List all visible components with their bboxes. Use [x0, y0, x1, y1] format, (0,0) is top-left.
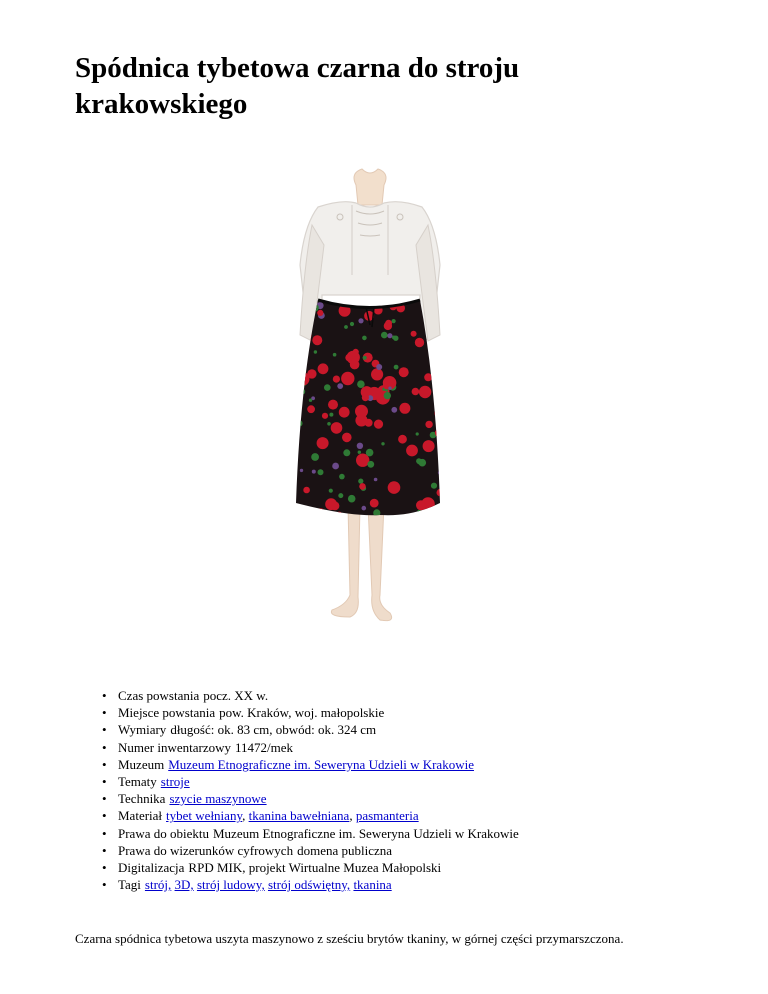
bullet-icon: • — [102, 791, 107, 807]
property-link[interactable]: szycie maszynowe — [169, 791, 267, 807]
property-label: Digitalizacja — [118, 860, 185, 876]
bullet-icon: • — [102, 877, 107, 893]
property-item: • Materiał tybet wełniany, tkanina bawełniana, pasmanteria — [102, 808, 419, 824]
property-label: Materiał — [118, 808, 163, 824]
property-item — [75, 825, 519, 842]
bullet-icon: • — [102, 825, 107, 841]
properties-list — [75, 687, 519, 893]
property-link[interactable]: strój ludowy, — [196, 877, 265, 893]
property-link[interactable]: stroje — [160, 774, 190, 790]
property-label: Miejsce powstania — [118, 705, 216, 721]
bullet-icon: • — [102, 774, 107, 790]
property-label: Tematy — [118, 774, 157, 790]
property-value: pow. Kraków, woj. małopolskie — [219, 705, 385, 721]
property-item — [75, 842, 519, 859]
property-item — [75, 756, 519, 773]
costume-photo — [200, 165, 560, 665]
property-item — [75, 704, 519, 721]
property-item — [75, 876, 519, 893]
property-item — [75, 773, 519, 790]
property-label: Prawa do obiektu — [118, 825, 209, 841]
bullet-icon: • — [102, 722, 107, 738]
property-link[interactable]: pasmanteria — [355, 808, 419, 824]
mannequin-neck — [354, 169, 386, 205]
property-label: Numer inwentarzowy — [118, 739, 231, 755]
property-label: Muzeum — [118, 756, 165, 772]
bullet-icon: • — [102, 688, 107, 703]
property-value: pocz. XX w. — [203, 688, 269, 703]
bullet-icon: • — [102, 808, 107, 824]
property-link[interactable]: 3D, — [174, 877, 194, 893]
property-value: domena publiczna — [297, 842, 393, 858]
description: Czarna spódnica tybetowa uszyta maszynowo z sześciu brytów tkaniny, w górnej części przymarszczona. — [75, 931, 624, 946]
property-item — [75, 739, 519, 756]
costume-image — [200, 165, 560, 665]
property-link[interactable]: Muzeum Etnograficzne im. Seweryna Udzieli w Krakowie — [168, 756, 474, 772]
property-link[interactable]: strój odświętny, — [267, 877, 351, 893]
bullet-icon: • — [102, 705, 107, 721]
property-label: Wymiary — [118, 722, 167, 738]
property-item — [75, 859, 519, 876]
property-label: Technika — [118, 791, 166, 807]
skirt — [293, 300, 444, 518]
property-value: 11472/mek — [235, 739, 294, 755]
page-title: Spódnica tybetowa czarna do stroju krakowskiego — [75, 52, 520, 120]
property-link[interactable]: tkanina — [353, 877, 392, 893]
property-item — [75, 790, 519, 807]
property-item — [75, 687, 519, 704]
property-label: Tagi — [118, 877, 141, 893]
mannequin-legs — [331, 505, 391, 621]
property-value: RPD MIK, projekt Wirtualne Muzea Małopolski — [188, 860, 442, 876]
property-label: Prawa do wizerunków cyfrowych — [118, 842, 294, 858]
property-label: Czas powstania — [118, 688, 200, 703]
property-link[interactable]: strój, — [144, 877, 172, 893]
property-value: długość: ok. 83 cm, obwód: ok. 324 cm — [170, 722, 377, 738]
property-value: Muzeum Etnograficzne im. Seweryna Udzieli w Krakowie — [212, 825, 519, 841]
bullet-icon: • — [102, 842, 107, 858]
bullet-icon: • — [102, 860, 107, 876]
property-link[interactable]: tybet wełniany — [166, 808, 243, 824]
property-item — [75, 721, 519, 738]
bullet-icon: • — [102, 756, 107, 772]
bullet-icon: • — [102, 739, 107, 755]
property-link[interactable]: tkanina bawełniana — [248, 808, 350, 824]
